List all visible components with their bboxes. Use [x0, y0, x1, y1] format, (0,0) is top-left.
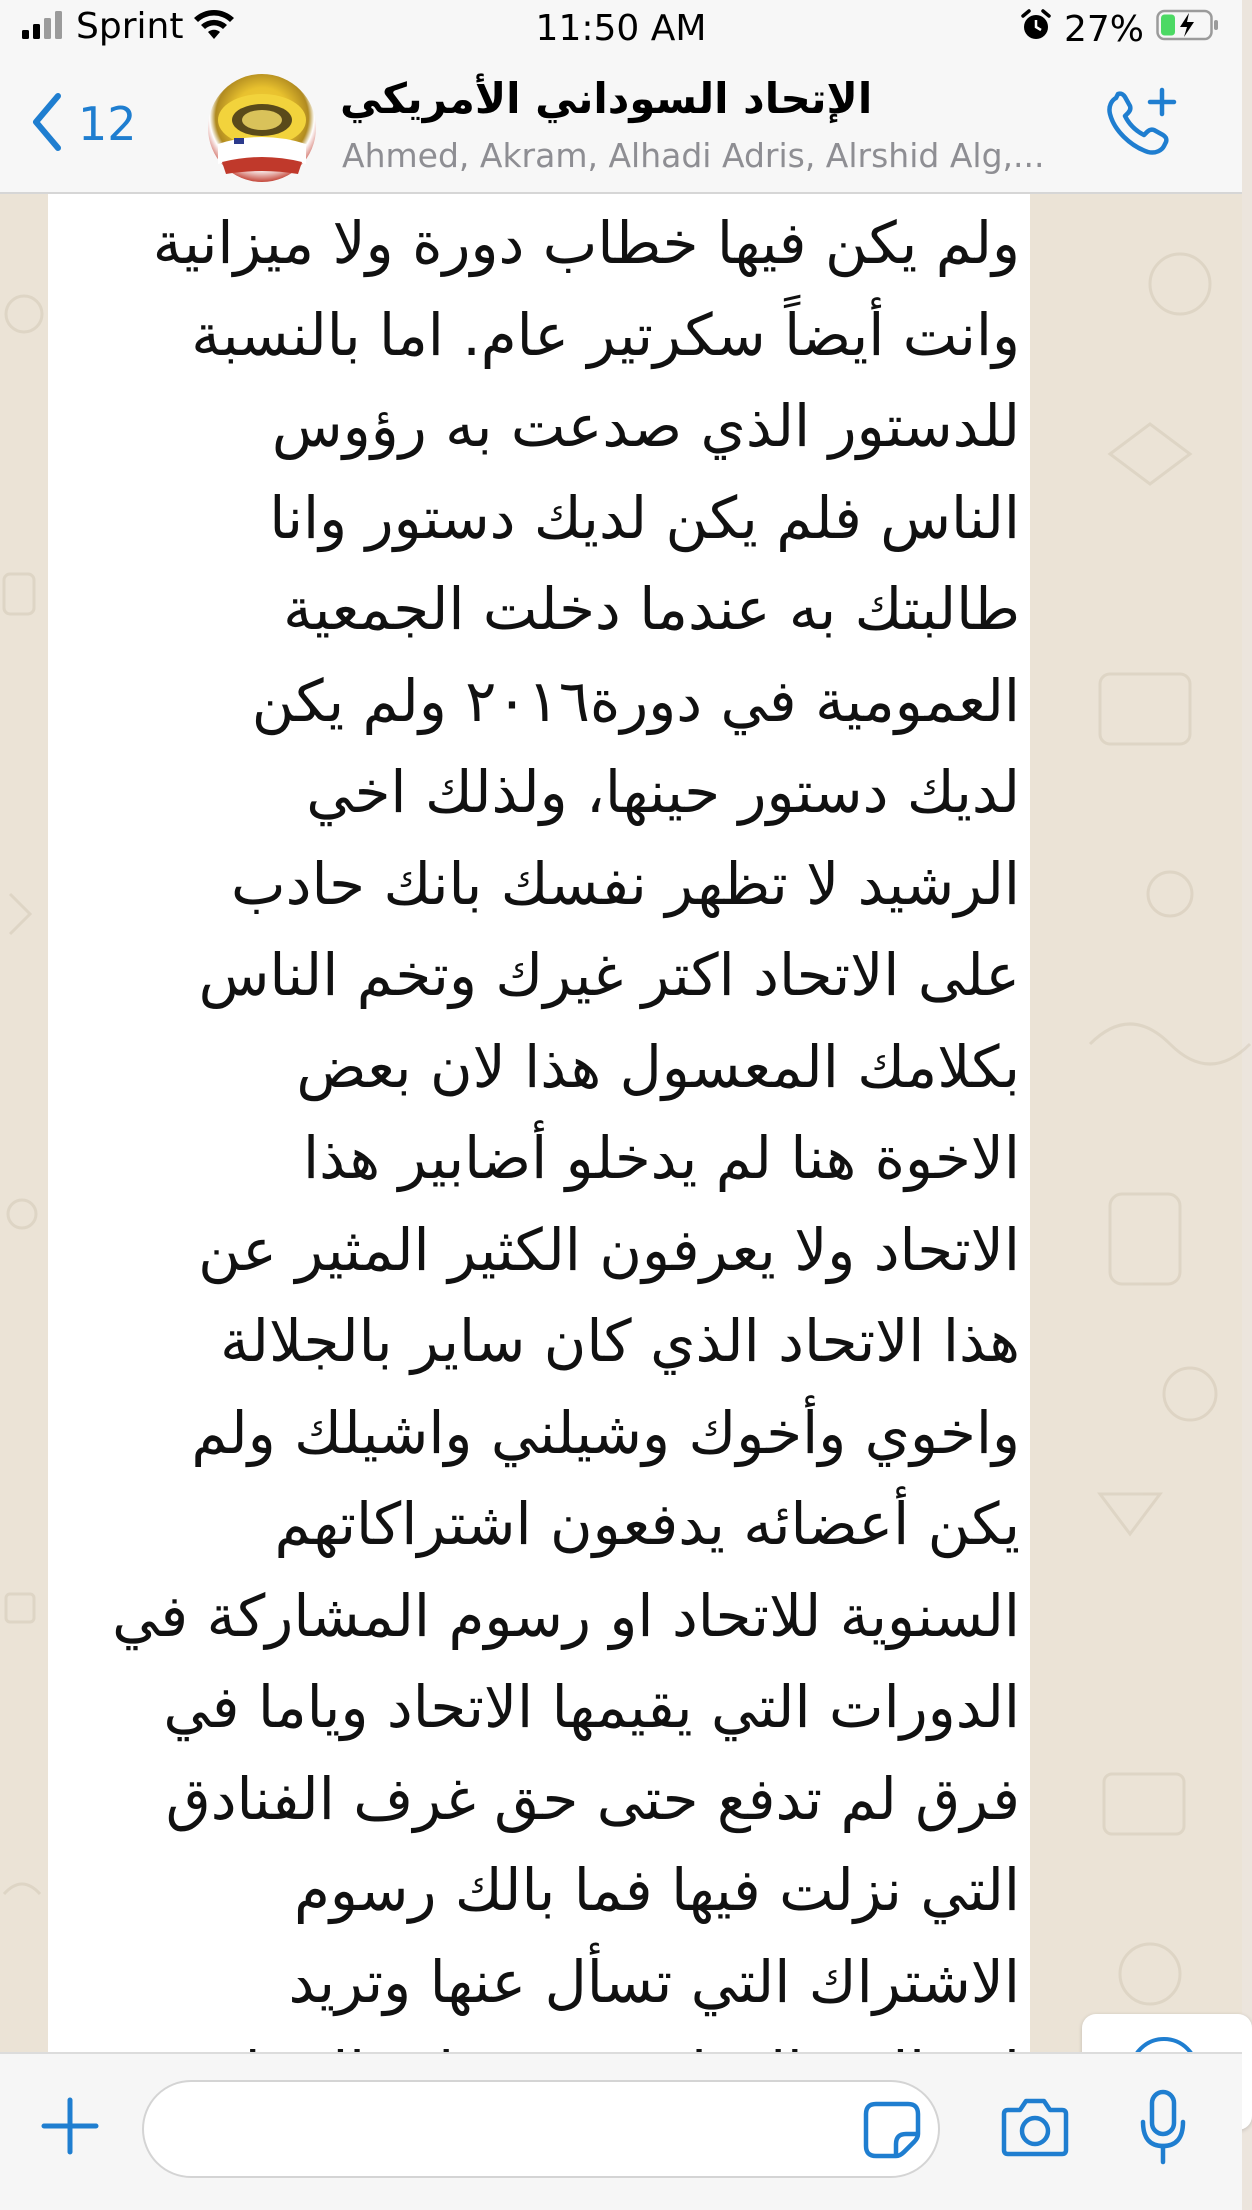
- message-bubble[interactable]: [48, 194, 1030, 2052]
- message-input[interactable]: [142, 2080, 940, 2178]
- attach-button[interactable]: [38, 2094, 102, 2158]
- camera-icon: [1000, 2143, 1070, 2162]
- carrier-name: Sprint: [76, 6, 184, 47]
- add-call-icon: [1100, 149, 1180, 168]
- group-avatar[interactable]: [208, 74, 316, 182]
- message-text: ولم يكن فيها خطاب دورة ولا ميزانية وانت أيضاً سكرتير عام. اما بالنسبة للدستور الذي صدعت به رؤوس الناس فلم يكن لديك دستور وانا طالبتك به عندما دخلت الجمعية العمومية في دورة٢٠١٦ ولم يكن لديك دستور حينها، ولذلك اخي الرشيد لا تظهر نفسك بانك حادب على الاتحاد اكتر غيرك وتخم الناس بكلامك المعسول هذا لان بعض الاخوة هنا لم يدخلو أضابير هذا الاتحاد ولا يعرفون الكثير المثير عن هذا الاتحاد الذي كان ساير بالجلالة واخوي وأخوك وشيلني واشيلك ولم يكن أعضائه يدفعون اشتراكاتهم السنوية للاتحاد او رسوم المشاركة في الدورات التي يقيمها الاتحاد وياما في فرق لم تدفع حتى حق غرف الفنادق التي نزلت فيها فما بالك رسوم الاشتراك التي تسأل عنها وتريد: [112, 209, 1020, 2016]
- status-time: 11:50 AM: [535, 8, 707, 49]
- sticker-button[interactable]: [862, 2100, 922, 2160]
- back-button[interactable]: [30, 92, 137, 156]
- status-bar: [0, 0, 1242, 62]
- plus-icon: [38, 2143, 102, 2162]
- group-name[interactable]: الإتحاد السوداني الأمريكي: [340, 74, 873, 123]
- camera-button[interactable]: [1000, 2096, 1070, 2158]
- battery-percent: 27%: [1063, 9, 1144, 50]
- unread-count: 12: [78, 97, 137, 151]
- chat-area[interactable]: [0, 194, 1242, 2052]
- microphone-icon: [1138, 2153, 1188, 2172]
- chat-header: [0, 62, 1242, 194]
- battery-charging-icon: [1156, 9, 1220, 50]
- status-right: [1020, 8, 1220, 51]
- chevron-left-icon: [30, 92, 64, 156]
- group-members[interactable]: Ahmed, Akram, Alhadi Adris, Alrshid Alg,...: [342, 136, 1045, 175]
- sticker-icon: [862, 2145, 922, 2164]
- alarm-icon: [1020, 8, 1052, 51]
- add-call-button[interactable]: [1100, 84, 1180, 164]
- microphone-button[interactable]: [1138, 2088, 1188, 2168]
- composer-bar: [0, 2052, 1242, 2210]
